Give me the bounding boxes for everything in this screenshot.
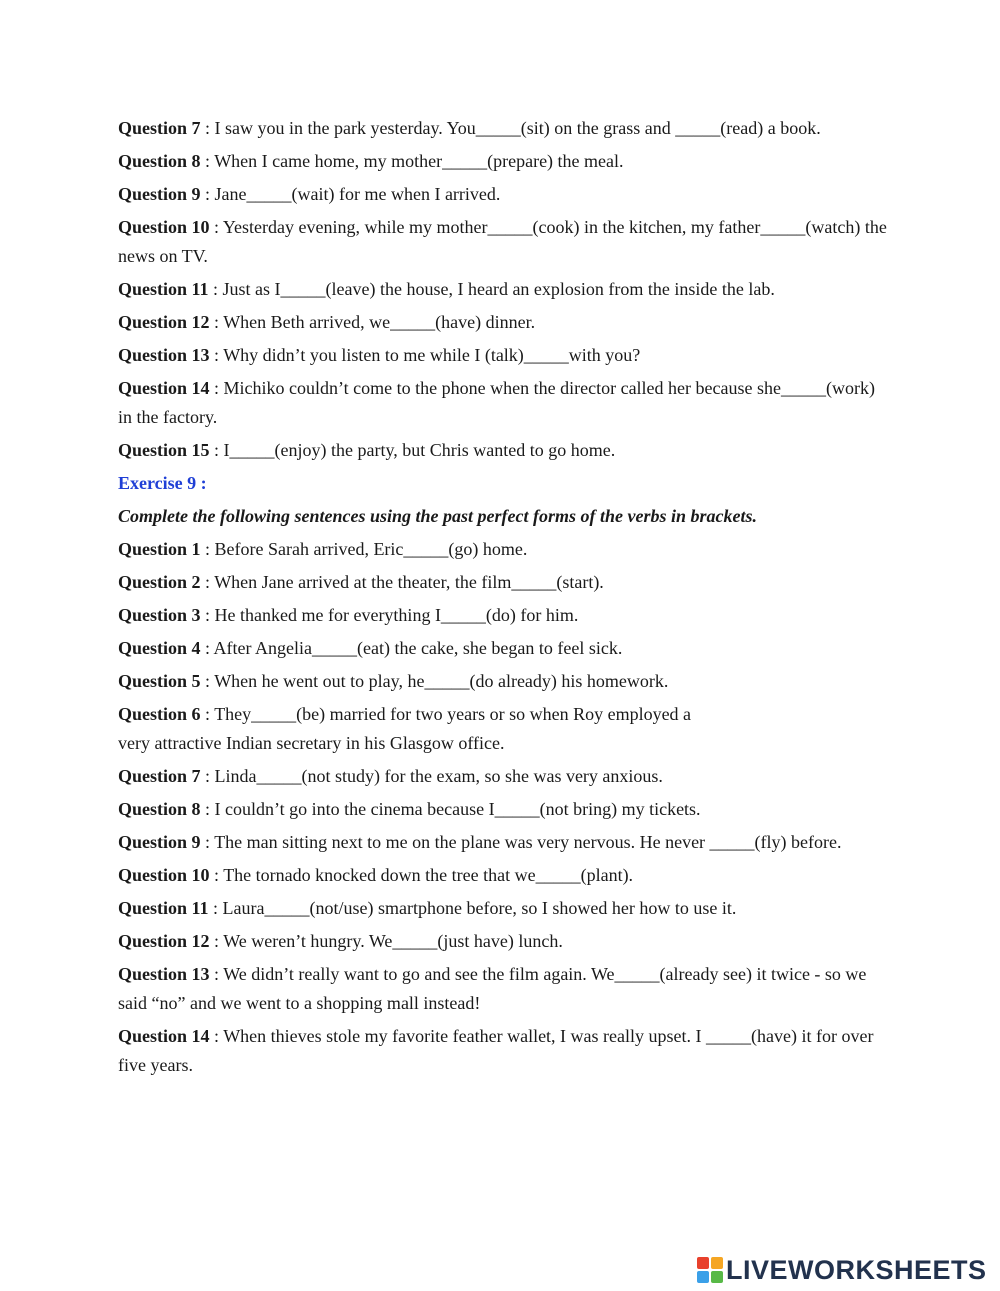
question-14: [118, 1022, 888, 1080]
question-3: [118, 601, 888, 630]
question-2: [118, 568, 888, 597]
question-text: : When he went out to play, he_____(do already) his homework.: [200, 671, 669, 691]
logo-square-orange: [711, 1257, 723, 1269]
question-13: [118, 960, 888, 1018]
question-text: : The tornado knocked down the tree that we_____(plant).: [209, 865, 634, 885]
question-label: Question 13: [118, 345, 210, 365]
liveworksheets-logo-icon: [697, 1257, 723, 1283]
question-text: : I saw you in the park yesterday. You_____(sit) on the grass and _____(read) a book.: [200, 118, 821, 138]
question-label: Question 13: [118, 964, 210, 984]
question-10: [118, 861, 888, 890]
question-label: Question 4: [118, 638, 201, 658]
logo-square-green: [711, 1271, 723, 1283]
question-text: : The man sitting next to me on the plane was very nervous. He never _____(fly) before.: [200, 832, 842, 852]
question-9a: [118, 180, 888, 209]
question-6: [118, 700, 888, 758]
question-5: [118, 667, 888, 696]
question-label: Question 8: [118, 151, 201, 171]
exercise-9-instruction: Complete the following sentences using the past perfect forms of the verbs in brackets.: [118, 506, 757, 526]
question-7: [118, 762, 888, 791]
question-text: : He thanked me for everything I_____(do) for him.: [200, 605, 579, 625]
question-text: : After Angelia_____(eat) the cake, she began to feel sick.: [200, 638, 623, 658]
question-9: [118, 828, 888, 857]
question-text: : Just as I_____(leave) the house, I heard an explosion from the inside the lab.: [208, 279, 775, 299]
question-13a: [118, 341, 888, 370]
worksheet-page: [118, 114, 888, 1084]
logo-text: LIVEWORKSHEETS: [726, 1254, 987, 1285]
question-4: [118, 634, 888, 663]
question-text: : Linda_____(not study) for the exam, so she was very anxious.: [200, 766, 663, 786]
question-text: : Jane_____(wait) for me when I arrived.: [200, 184, 501, 204]
question-12a: [118, 308, 888, 337]
question-7a: [118, 114, 888, 143]
question-1: [118, 535, 888, 564]
question-text: : We didn’t really want to go and see the film again. We_____(already see) it twice - so we said “no” and we went to a shopping mall instead!: [118, 964, 867, 1013]
question-label: Question 9: [118, 184, 201, 204]
question-10a: [118, 213, 888, 271]
question-text: : Why didn’t you listen to me while I (talk)_____with you?: [209, 345, 641, 365]
question-14a: [118, 374, 888, 432]
question-label: Question 12: [118, 312, 210, 332]
question-text: : When Jane arrived at the theater, the film_____(start).: [200, 572, 604, 592]
question-text: : Yesterday evening, while my mother_____(cook) in the kitchen, my father_____(watch) the news on TV.: [118, 217, 887, 266]
question-text: : I couldn’t go into the cinema because I_____(not bring) my tickets.: [200, 799, 701, 819]
question-text: : When thieves stole my favorite feather wallet, I was really upset. I _____(have) it for over five years.: [118, 1026, 874, 1075]
question-8: [118, 795, 888, 824]
question-label: Question 1: [118, 539, 201, 559]
question-8a: [118, 147, 888, 176]
question-label: Question 15: [118, 440, 210, 460]
question-label: Question 6: [118, 704, 201, 724]
question-text-line2: very attractive Indian secretary in his Glasgow office.: [118, 733, 505, 753]
logo-square-red: [697, 1257, 709, 1269]
logo-square-blue: [697, 1271, 709, 1283]
question-label: Question 5: [118, 671, 201, 691]
question-text: : When I came home, my mother_____(prepare) the meal.: [200, 151, 624, 171]
liveworksheets-logo[interactable]: [697, 1255, 987, 1285]
question-11: [118, 894, 888, 923]
question-text: : Michiko couldn’t come to the phone when the director called her because she_____(work) in the factory.: [118, 378, 875, 427]
question-label: Question 11: [118, 279, 209, 299]
question-label: Question 14: [118, 1026, 210, 1046]
question-label: Question 7: [118, 118, 201, 138]
question-text: : Before Sarah arrived, Eric_____(go) home.: [200, 539, 528, 559]
question-label: Question 8: [118, 799, 201, 819]
question-text: : We weren’t hungry. We_____(just have) lunch.: [209, 931, 563, 951]
question-label: Question 11: [118, 898, 209, 918]
question-label: Question 12: [118, 931, 210, 951]
question-text: : They_____(be) married for two years or so when Roy employed a: [200, 704, 692, 724]
question-label: Question 10: [118, 217, 210, 237]
question-11a: [118, 275, 888, 304]
question-label: Question 7: [118, 766, 201, 786]
question-15a: [118, 436, 888, 465]
question-text: : Laura_____(not/use) smartphone before, so I showed her how to use it.: [208, 898, 737, 918]
exercise-9-title: Exercise 9 :: [118, 473, 207, 493]
question-label: Question 2: [118, 572, 201, 592]
question-12: [118, 927, 888, 956]
question-text: : When Beth arrived, we_____(have) dinner.: [209, 312, 536, 332]
question-label: Question 3: [118, 605, 201, 625]
question-label: Question 9: [118, 832, 201, 852]
question-label: Question 10: [118, 865, 210, 885]
question-text: : I_____(enjoy) the party, but Chris wanted to go home.: [209, 440, 616, 460]
question-label: Question 14: [118, 378, 210, 398]
